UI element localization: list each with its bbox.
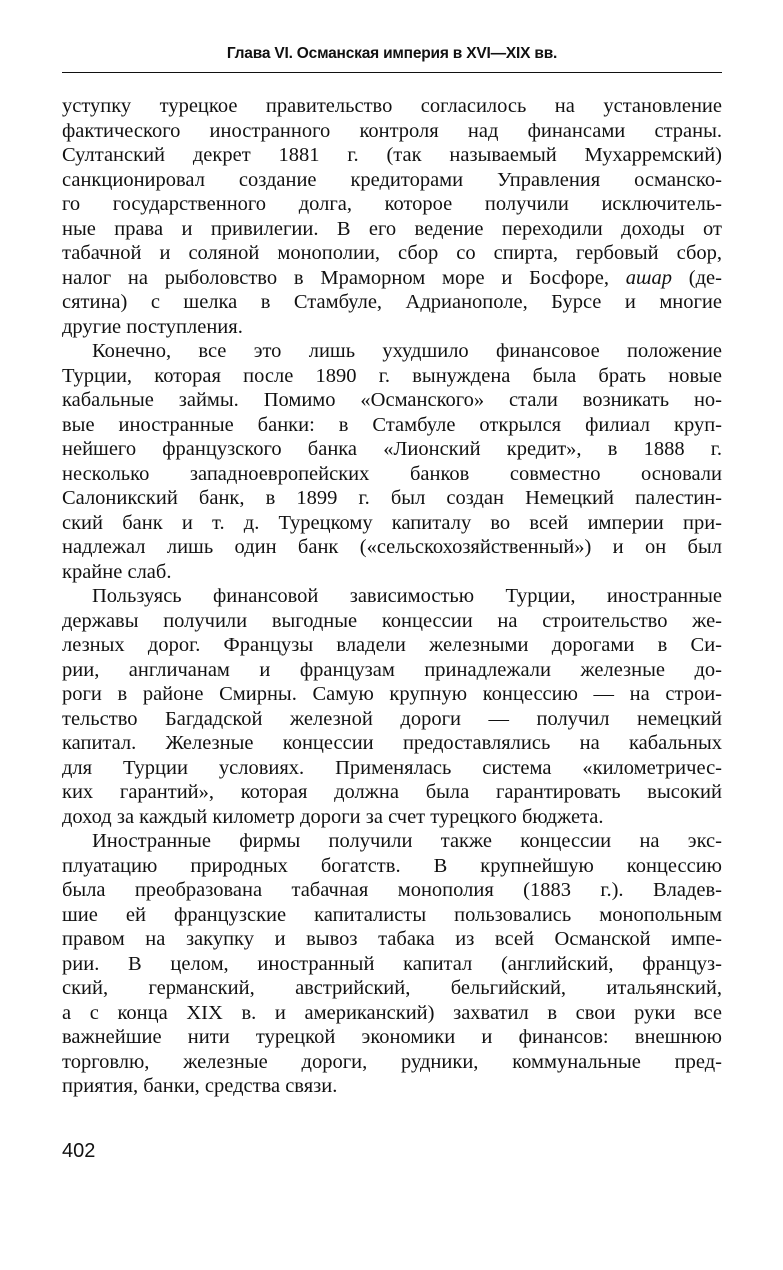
text-line: тельство Багдадской железной дороги — получил немецкий xyxy=(62,707,722,730)
text-line: для Турции условиях. Применялась система «километричес- xyxy=(62,756,722,779)
text-line: вые иностранные банки: в Стамбуле открылся филиал круп- xyxy=(62,413,722,436)
text-line: Турции, которая после 1890 г. вынуждена была брать новые xyxy=(62,364,722,387)
text-line: Конечно, все это лишь ухудшило финансовое положение xyxy=(92,340,722,362)
text-line: ких гарантий», которая должна была гарантировать высокий xyxy=(62,781,722,803)
text-line: доход за каждый километр дороги за счет турецкого бюджета. xyxy=(62,805,604,828)
text-line: фактического иностранного контроля над финансами страны. xyxy=(62,119,722,142)
text-line: кабальные займы. Помимо «Османского» стали возникать но- xyxy=(62,389,722,411)
text-line: торговлю, железные дороги, рудники, коммунальные пред- xyxy=(62,1050,722,1073)
text-line: надлежал лишь один банк («сельскохозяйственный») и он был xyxy=(62,536,722,558)
text-line: была преобразована табачная монополия (1883 г.). Владев- xyxy=(62,879,722,901)
text-line: рии. В целом, иностранный капитал (английский, француз- xyxy=(62,952,722,975)
text-line: лезных дорог. Французы владели железными дорогами в Си- xyxy=(62,634,722,656)
text-line: нейшего французского банка «Лионский кредит», в 1888 г. xyxy=(62,438,722,460)
text-line: го государственного долга, которое получили исключитель- xyxy=(62,193,722,215)
text-line: налог на рыболовство в Мраморном море и Босфоре, ашар (де- xyxy=(62,266,722,289)
text-line: шие ей французские капиталисты пользовались монопольным xyxy=(62,903,722,926)
text-line: другие поступления. xyxy=(62,315,243,338)
text-line: Султанский декрет 1881 г. (так называемый Мухарремский) xyxy=(62,144,722,166)
text-line: ский, германский, австрийский, бельгийский, итальянский, xyxy=(62,977,722,999)
text-line: капитал. Железные концессии предоставлялись на кабальных xyxy=(62,732,722,754)
text-line: Иностранные фирмы получили также концессии на экс- xyxy=(92,830,722,852)
running-header: Глава VI. Османская империя в XVI—XIX вв. xyxy=(226,45,558,62)
header-rule xyxy=(62,72,722,73)
text-line: правом на закупку и вывоз табака из всей Османской импе- xyxy=(62,928,722,950)
text-line: сятина) с шелка в Стамбуле, Адрианополе, Бурсе и многие xyxy=(62,291,722,313)
paragraph-2 xyxy=(62,339,722,584)
text-line: роги в районе Смирны. Самую крупную концессию — на строи- xyxy=(62,683,722,705)
body-text xyxy=(62,94,722,1099)
text-line: рии, англичанам и французам принадлежали железные до- xyxy=(62,658,722,681)
text-line: Салоникский банк, в 1899 г. был создан Немецкий палестин- xyxy=(62,487,722,509)
text-line: а с конца XIX в. и американский) захватил в свои руки все xyxy=(62,1001,722,1024)
text-line: приятия, банки, средства связи. xyxy=(62,1075,338,1097)
text-line: державы получили выгодные концессии на строительство же- xyxy=(62,609,722,632)
text-line: уступку турецкое правительство согласилось на установление xyxy=(62,95,722,117)
text-line: важнейшие нити турецкой экономики и финансов: внешнюю xyxy=(62,1026,722,1048)
text-line: плуатацию природных богатств. В крупнейшую концессию xyxy=(62,854,722,877)
text-line: ные права и привилегии. В его ведение переходили доходы от xyxy=(62,217,722,240)
text-line: Пользуясь финансовой зависимостью Турции, иностранные xyxy=(92,585,722,607)
paragraph-3 xyxy=(62,584,722,829)
text-line: крайне слаб. xyxy=(62,560,172,583)
paragraph-1 xyxy=(62,94,722,339)
text-line: несколько западноевропейских банков совместно основали xyxy=(62,462,722,485)
text-line: ский банк и т. д. Турецкому капиталу во всей империи при- xyxy=(62,511,722,534)
text-line: табачной и соляной монополии, сбор со спирта, гербовый сбор, xyxy=(62,242,722,264)
italic-term: ашар xyxy=(625,266,673,289)
page-number: 402 xyxy=(62,1140,96,1162)
text-line: санкционировал создание кредиторами Управления османско- xyxy=(62,168,722,191)
paragraph-4 xyxy=(62,829,722,1099)
